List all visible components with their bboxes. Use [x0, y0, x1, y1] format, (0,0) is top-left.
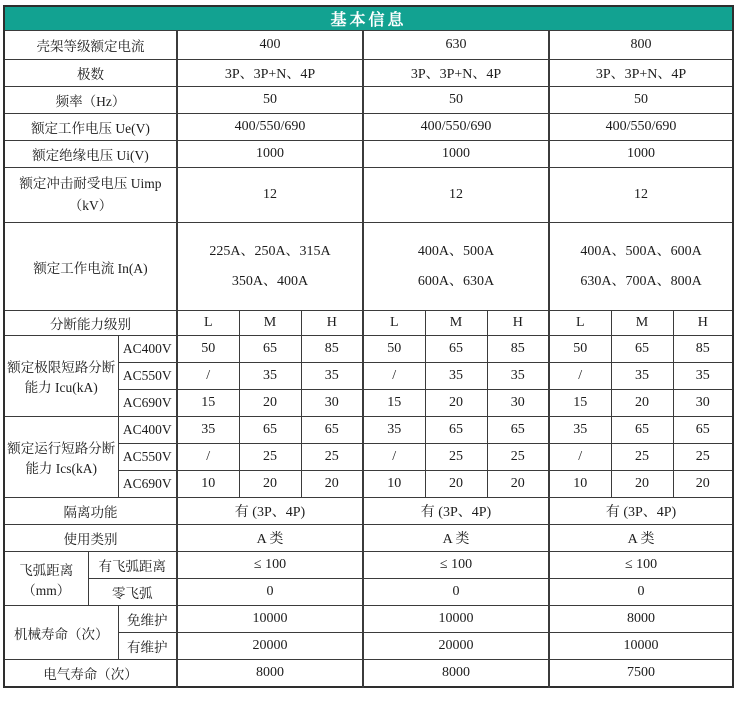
uimp-label-line1: 额定冲击耐受电压 Uimp — [19, 176, 162, 191]
ics-cell: 10 — [363, 471, 425, 498]
grade-cell: M — [611, 311, 673, 336]
in-current-line: 630A、700A、800A — [580, 273, 702, 289]
mech-life-sub-label: 免维护 — [118, 606, 177, 633]
icu-cell: 35 — [425, 363, 487, 390]
mech-life-value: 20000 — [363, 633, 549, 660]
in-current-value — [177, 223, 363, 311]
grade-cell: H — [673, 311, 733, 336]
category-value: A 类 — [177, 525, 363, 552]
uimp-value: 12 — [363, 168, 549, 223]
frequency-value: 50 — [549, 87, 733, 114]
icu-group-label: 额定极限短路分断能力 Icu(kA) — [4, 336, 118, 417]
icu-cell: 15 — [363, 390, 425, 417]
arc-value: 0 — [363, 579, 549, 606]
ui-value: 1000 — [177, 141, 363, 168]
ics-cell: / — [549, 444, 611, 471]
icu-sub-label: AC400V — [118, 336, 177, 363]
basic-info-table — [3, 5, 734, 688]
table-row — [4, 141, 733, 168]
icu-sub-label: AC550V — [118, 363, 177, 390]
grade-cell: H — [301, 311, 363, 336]
isolation-value: 有 (3P、4P) — [363, 498, 549, 525]
in-current-value — [363, 223, 549, 311]
table-row — [4, 223, 733, 311]
frequency-value: 50 — [177, 87, 363, 114]
icu-cell: 30 — [301, 390, 363, 417]
in-current-value — [549, 223, 733, 311]
table-row — [4, 311, 733, 336]
category-value: A 类 — [549, 525, 733, 552]
icu-cell: 20 — [239, 390, 301, 417]
icu-cell: 15 — [177, 390, 239, 417]
icu-cell: 50 — [363, 336, 425, 363]
table-row — [4, 31, 733, 60]
arc-value: ≤ 100 — [177, 552, 363, 579]
in-current-line: 400A、500A、600A — [580, 243, 702, 259]
icu-cell: 20 — [425, 390, 487, 417]
table-title: 基本信息 — [4, 6, 733, 31]
icu-cell: / — [177, 363, 239, 390]
ics-cell: 25 — [425, 444, 487, 471]
in-current-line: 350A、400A — [231, 273, 309, 289]
ui-value: 1000 — [549, 141, 733, 168]
isolation-label: 隔离功能 — [4, 498, 177, 525]
uimp-value: 12 — [549, 168, 733, 223]
grade-cell: M — [239, 311, 301, 336]
table-row — [4, 168, 733, 223]
ics-cell: 65 — [239, 417, 301, 444]
in-current-line: 400A、500A — [417, 243, 495, 259]
ue-label: 额定工作电压 Ue(V) — [4, 114, 177, 141]
ics-cell: 20 — [239, 471, 301, 498]
ue-value: 400/550/690 — [177, 114, 363, 141]
mech-life-value: 20000 — [177, 633, 363, 660]
ics-cell: 65 — [425, 417, 487, 444]
ics-sub-label: AC550V — [118, 444, 177, 471]
icu-cell: 35 — [301, 363, 363, 390]
uimp-label-line2: （kV） — [68, 198, 113, 213]
icu-cell: 65 — [425, 336, 487, 363]
ics-cell: 35 — [177, 417, 239, 444]
arc-value: ≤ 100 — [363, 552, 549, 579]
table-row — [4, 606, 733, 633]
arc-group-label: 飞弧距离（mm） — [4, 552, 88, 606]
grade-cell: L — [549, 311, 611, 336]
arc-value: 0 — [177, 579, 363, 606]
ics-cell: 65 — [673, 417, 733, 444]
icu-cell: 85 — [487, 336, 549, 363]
mech-life-value: 10000 — [363, 606, 549, 633]
ics-sub-label: AC690V — [118, 471, 177, 498]
title-row — [4, 6, 733, 31]
category-value: A 类 — [363, 525, 549, 552]
uimp-label — [4, 168, 177, 223]
ics-cell: 65 — [301, 417, 363, 444]
in-current-line: 225A、250A、315A — [209, 243, 331, 259]
ics-cell: 25 — [673, 444, 733, 471]
table-row — [4, 417, 733, 444]
icu-cell: 50 — [177, 336, 239, 363]
ics-cell: 35 — [363, 417, 425, 444]
icu-cell: 85 — [673, 336, 733, 363]
ics-cell: / — [363, 444, 425, 471]
table-row — [4, 552, 733, 579]
ics-cell: 20 — [487, 471, 549, 498]
table-row — [4, 336, 733, 363]
grade-cell: M — [425, 311, 487, 336]
ics-cell: 25 — [611, 444, 673, 471]
frequency-label: 频率（Hz） — [4, 87, 177, 114]
ics-cell: 25 — [301, 444, 363, 471]
table-row — [4, 87, 733, 114]
ics-cell: / — [177, 444, 239, 471]
ics-cell: 65 — [611, 417, 673, 444]
ue-value: 400/550/690 — [363, 114, 549, 141]
ics-cell: 20 — [425, 471, 487, 498]
frame-current-value: 400 — [177, 31, 363, 60]
elec-life-value: 8000 — [363, 660, 549, 687]
ue-value: 400/550/690 — [549, 114, 733, 141]
arc-sub-label: 零飞弧 — [88, 579, 177, 606]
icu-cell: 15 — [549, 390, 611, 417]
icu-cell: 30 — [673, 390, 733, 417]
poles-value: 3P、3P+N、4P — [363, 60, 549, 87]
uimp-value: 12 — [177, 168, 363, 223]
mech-life-group-label: 机械寿命（次） — [4, 606, 118, 660]
grade-cell: H — [487, 311, 549, 336]
table-row — [4, 114, 733, 141]
isolation-value: 有 (3P、4P) — [549, 498, 733, 525]
icu-cell: 30 — [487, 390, 549, 417]
ics-cell: 20 — [673, 471, 733, 498]
category-label: 使用类别 — [4, 525, 177, 552]
mech-life-value: 10000 — [549, 633, 733, 660]
frame-current-value: 630 — [363, 31, 549, 60]
table-row — [4, 579, 733, 606]
icu-cell: 35 — [487, 363, 549, 390]
ui-label: 额定绝缘电压 Ui(V) — [4, 141, 177, 168]
icu-sub-label: AC690V — [118, 390, 177, 417]
in-current-line: 600A、630A — [417, 273, 495, 289]
elec-life-value: 7500 — [549, 660, 733, 687]
icu-cell: 35 — [611, 363, 673, 390]
poles-value: 3P、3P+N、4P — [549, 60, 733, 87]
ui-value: 1000 — [363, 141, 549, 168]
ics-cell: 10 — [549, 471, 611, 498]
table-row — [4, 525, 733, 552]
table-row — [4, 60, 733, 87]
elec-life-value: 8000 — [177, 660, 363, 687]
mech-life-sub-label: 有维护 — [118, 633, 177, 660]
frame-current-label: 壳架等级额定电流 — [4, 31, 177, 60]
ics-cell: 10 — [177, 471, 239, 498]
icu-cell: 65 — [611, 336, 673, 363]
grade-cell: L — [177, 311, 239, 336]
icu-cell: / — [549, 363, 611, 390]
elec-life-label: 电气寿命（次） — [4, 660, 177, 687]
icu-cell: / — [363, 363, 425, 390]
isolation-value: 有 (3P、4P) — [177, 498, 363, 525]
frequency-value: 50 — [363, 87, 549, 114]
ics-cell: 35 — [549, 417, 611, 444]
breaking-grade-label: 分断能力级别 — [4, 311, 177, 336]
table-row — [4, 660, 733, 687]
mech-life-value: 8000 — [549, 606, 733, 633]
poles-label: 极数 — [4, 60, 177, 87]
ics-cell: 20 — [611, 471, 673, 498]
ics-cell: 20 — [301, 471, 363, 498]
icu-cell: 50 — [549, 336, 611, 363]
table-row — [4, 498, 733, 525]
icu-cell: 35 — [239, 363, 301, 390]
arc-sub-label: 有飞弧距离 — [88, 552, 177, 579]
in-current-label: 额定工作电流 In(A) — [4, 223, 177, 311]
ics-cell: 65 — [487, 417, 549, 444]
frame-current-value: 800 — [549, 31, 733, 60]
arc-value: 0 — [549, 579, 733, 606]
ics-cell: 25 — [239, 444, 301, 471]
icu-cell: 35 — [673, 363, 733, 390]
grade-cell: L — [363, 311, 425, 336]
icu-cell: 20 — [611, 390, 673, 417]
ics-group-label: 额定运行短路分断能力 Ics(kA) — [4, 417, 118, 498]
ics-sub-label: AC400V — [118, 417, 177, 444]
icu-cell: 65 — [239, 336, 301, 363]
arc-value: ≤ 100 — [549, 552, 733, 579]
poles-value: 3P、3P+N、4P — [177, 60, 363, 87]
ics-cell: 25 — [487, 444, 549, 471]
icu-cell: 85 — [301, 336, 363, 363]
mech-life-value: 10000 — [177, 606, 363, 633]
